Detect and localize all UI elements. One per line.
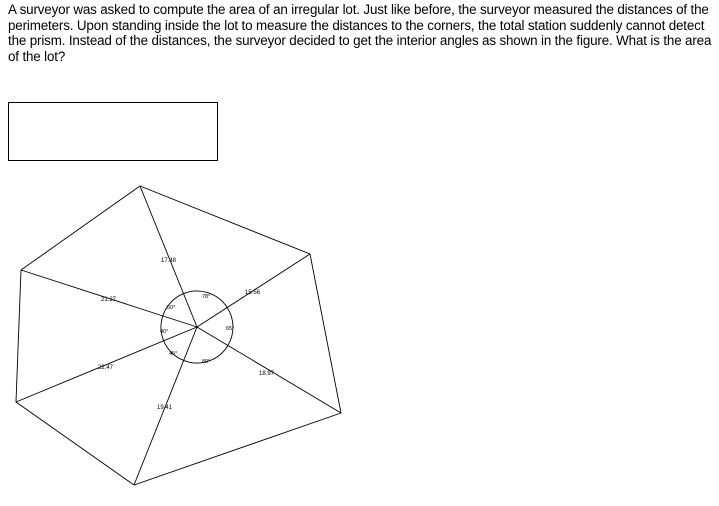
angle-label-bottom-left: 45° [169, 351, 178, 357]
radial-lines [16, 186, 341, 485]
angle-label-bottom-right: 80° [202, 359, 211, 365]
distance-label-top: 17.48 [161, 258, 177, 264]
station-point [196, 326, 198, 328]
angle-label-left: 40° [160, 329, 169, 335]
angle-label-right: 65° [226, 326, 235, 332]
distance-label-lower-right: 18.97 [259, 371, 275, 377]
distance-label-lower-left: 22.47 [98, 365, 114, 371]
angle-label-top-right: 78° [202, 294, 211, 300]
lot-perimeter [16, 186, 341, 485]
distance-label-bottom: 19.41 [157, 405, 173, 411]
angle-labels [160, 294, 234, 365]
distance-labels [98, 258, 275, 411]
question-text: A surveyor was asked to compute the area of an irregular lot. Just like before, the surveyor measured the distances of the perimeters. Upon standing inside the lot to measure the distances to the corners, the total station suddenly cannot detect the prism. Instead of the distances, the surveyor decided to get the interior angles as shown in the figure. What is the area of the lot? [8, 2, 712, 64]
distance-label-upper-left: 21.27 [101, 297, 117, 303]
distance-label-upper-right: 15.56 [245, 290, 261, 296]
angle-label-top-left: 50° [167, 305, 176, 311]
radial-line-lower-right [197, 327, 341, 413]
